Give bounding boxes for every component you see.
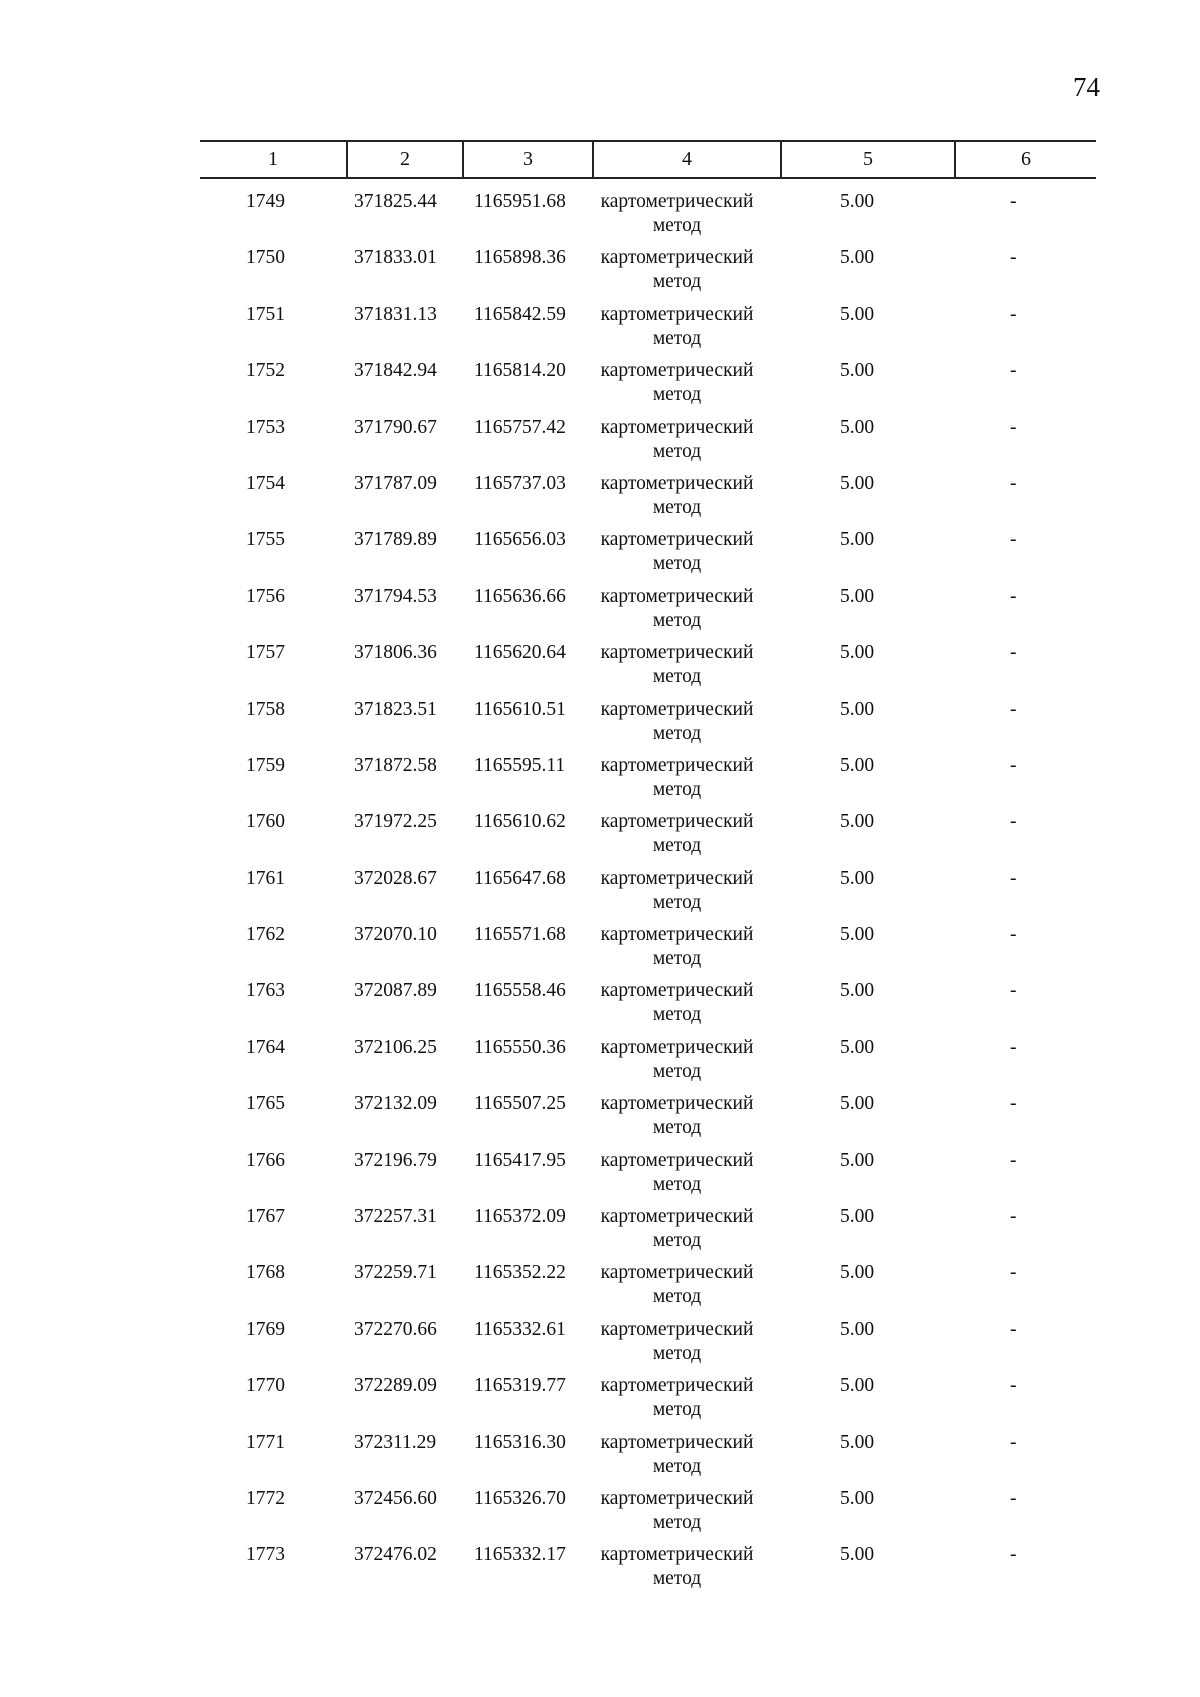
- point-number: 1750: [246, 247, 285, 269]
- note-cell: -: [1010, 924, 1017, 946]
- coordinate-x: 371825.44: [354, 191, 437, 212]
- method-cell: картометрический метод: [600, 867, 754, 913]
- table-row: [200, 867, 1096, 923]
- coordinate-x: 372311.29: [354, 1431, 437, 1453]
- note-cell: -: [1010, 811, 1017, 833]
- method-cell: картометрический метод: [600, 191, 754, 236]
- coordinate-y: 1165636.66: [474, 585, 566, 607]
- point-number: 1756: [246, 585, 285, 607]
- coordinate-x: 372257.31: [354, 1206, 437, 1228]
- table-row: [200, 359, 1096, 415]
- point-number: 1772: [246, 1487, 285, 1509]
- note-cell: -: [1010, 1431, 1017, 1453]
- method-cell: картометрический метод: [600, 980, 754, 1026]
- note-cell: -: [1010, 585, 1017, 607]
- note-cell: -: [1010, 1093, 1017, 1115]
- point-number: 1769: [246, 1318, 285, 1340]
- accuracy-cell: 5.00: [840, 698, 875, 720]
- coordinate-x: 372087.89: [354, 980, 437, 1002]
- header-cell-1: 1: [268, 148, 278, 170]
- method-cell: картометрический метод: [600, 1262, 754, 1308]
- note-cell: -: [1010, 754, 1017, 776]
- note-cell: -: [1010, 1318, 1017, 1340]
- point-number: 1762: [246, 924, 285, 946]
- table-row: [200, 1318, 1096, 1374]
- table-row: [200, 416, 1096, 472]
- point-number: 1765: [246, 1093, 285, 1115]
- accuracy-cell: 5.00: [840, 1149, 875, 1171]
- accuracy-cell: 5.00: [840, 642, 875, 664]
- method-cell: картометрический метод: [600, 642, 754, 688]
- header-cell-2: 2: [346, 142, 462, 177]
- coordinate-x: 372259.71: [354, 1262, 437, 1284]
- coordinate-y: 1165372.09: [474, 1206, 566, 1228]
- note-cell: -: [1010, 1262, 1017, 1284]
- method-cell: картометрический метод: [600, 924, 754, 970]
- table-row: [200, 1092, 1096, 1148]
- coordinate-y: 1165595.11: [474, 754, 566, 776]
- note-cell: -: [1010, 1487, 1017, 1509]
- note-cell: -: [1010, 642, 1017, 664]
- coordinate-x: 372132.09: [354, 1093, 437, 1115]
- note-cell: -: [1010, 867, 1017, 889]
- header-cell-3: 3: [462, 142, 592, 177]
- accuracy-cell: 5.00: [840, 811, 875, 833]
- method-cell: картометрический метод: [600, 529, 754, 575]
- point-number: 1760: [246, 811, 285, 833]
- method-cell: картометрический метод: [600, 1487, 754, 1533]
- point-number: 1768: [246, 1262, 285, 1284]
- note-cell: -: [1010, 472, 1017, 494]
- table-row: [200, 698, 1096, 754]
- table-row: [200, 754, 1096, 810]
- page-number: 74: [1073, 72, 1100, 102]
- method-cell: картометрический метод: [600, 1093, 754, 1139]
- point-number: 1763: [246, 980, 285, 1002]
- coordinate-x: 371794.53: [354, 585, 437, 607]
- coordinate-x: 372456.60: [354, 1487, 437, 1509]
- table-row: [200, 1431, 1096, 1487]
- coordinate-x: 371789.89: [354, 529, 437, 551]
- coordinate-y: 1165316.30: [474, 1431, 566, 1453]
- header-cell-4: 4: [592, 142, 780, 177]
- coordinate-x: 371823.51: [354, 698, 437, 720]
- accuracy-cell: 5.00: [840, 1036, 875, 1058]
- accuracy-cell: 5.00: [840, 1431, 875, 1453]
- table-body: [200, 190, 1096, 1600]
- table-row: [200, 528, 1096, 584]
- accuracy-cell: 5.00: [840, 416, 875, 438]
- note-cell: -: [1010, 1036, 1017, 1058]
- table-row: [200, 1487, 1096, 1543]
- accuracy-cell: 5.00: [840, 1487, 875, 1509]
- note-cell: -: [1010, 698, 1017, 720]
- accuracy-cell: 5.00: [840, 585, 875, 607]
- coordinate-x: 371787.09: [354, 472, 437, 494]
- note-cell: -: [1010, 1375, 1017, 1397]
- coordinate-y: 1165842.59: [474, 303, 566, 325]
- table-row: [200, 1261, 1096, 1317]
- coordinate-y: 1165656.03: [474, 529, 566, 551]
- accuracy-cell: 5.00: [840, 303, 875, 325]
- accuracy-cell: 5.00: [840, 867, 875, 889]
- accuracy-cell: 5.00: [840, 529, 875, 551]
- coordinate-y: 1165332.61: [474, 1318, 566, 1340]
- coordinate-x: 371833.01: [354, 247, 437, 269]
- method-cell: картометрический метод: [600, 1318, 754, 1364]
- accuracy-cell: 5.00: [840, 472, 875, 494]
- method-cell: картометрический метод: [600, 698, 754, 744]
- note-cell: -: [1010, 247, 1017, 269]
- accuracy-cell: 5.00: [840, 754, 875, 776]
- coordinate-x: 372289.09: [354, 1375, 437, 1397]
- coordinate-y: 1165647.68: [474, 867, 566, 889]
- coordinate-x: 372028.67: [354, 867, 437, 889]
- coordinate-y: 1165898.36: [474, 247, 566, 269]
- coordinate-y: 1165352.22: [474, 1262, 566, 1284]
- table-row: [200, 979, 1096, 1035]
- table-row: [200, 585, 1096, 641]
- point-number: 1759: [246, 754, 285, 776]
- accuracy-cell: 5.00: [840, 360, 875, 382]
- accuracy-cell: 5.00: [840, 191, 875, 212]
- point-number: 1754: [246, 472, 285, 494]
- coordinate-x: 372196.79: [354, 1149, 437, 1171]
- method-cell: картометрический метод: [600, 1149, 754, 1195]
- coordinate-x: 371806.36: [354, 642, 437, 664]
- coordinate-x: 371790.67: [354, 416, 437, 438]
- coordinate-x: 371831.13: [354, 303, 437, 325]
- coordinate-x: 371972.25: [354, 811, 437, 833]
- note-cell: -: [1010, 1149, 1017, 1171]
- coordinate-x: 371842.94: [354, 360, 437, 382]
- accuracy-cell: 5.00: [840, 1375, 875, 1397]
- coordinate-y: 1165757.42: [474, 416, 566, 438]
- method-cell: картометрический метод: [600, 472, 754, 518]
- method-cell: картометрический метод: [600, 1375, 754, 1421]
- coordinate-y: 1165951.68: [474, 191, 566, 212]
- coordinate-y: 1165610.62: [474, 811, 566, 833]
- note-cell: -: [1010, 416, 1017, 438]
- accuracy-cell: 5.00: [840, 247, 875, 269]
- header-cell-5: 5: [780, 142, 954, 177]
- coordinate-y: 1165814.20: [474, 360, 566, 382]
- method-cell: картометрический метод: [600, 303, 754, 349]
- coordinate-x: 371872.58: [354, 754, 437, 776]
- point-number: 1755: [246, 529, 285, 551]
- table-row: [200, 303, 1096, 359]
- note-cell: -: [1010, 1206, 1017, 1228]
- note-cell: -: [1010, 529, 1017, 551]
- accuracy-cell: 5.00: [840, 1206, 875, 1228]
- coordinate-x: 372476.02: [354, 1544, 437, 1566]
- method-cell: картометрический метод: [600, 360, 754, 406]
- coordinate-y: 1165737.03: [474, 472, 566, 494]
- accuracy-cell: 5.00: [840, 1093, 875, 1115]
- table-row: [200, 1374, 1096, 1430]
- table-header: [200, 140, 1096, 179]
- point-number: 1752: [246, 360, 285, 382]
- coordinate-y: 1165319.77: [474, 1375, 566, 1397]
- point-number: 1761: [246, 867, 285, 889]
- accuracy-cell: 5.00: [840, 924, 875, 946]
- coordinate-y: 1165610.51: [474, 698, 566, 720]
- method-cell: картометрический метод: [600, 1206, 754, 1252]
- method-cell: картометрический метод: [600, 416, 754, 462]
- table-row: [200, 1149, 1096, 1205]
- point-number: 1770: [246, 1375, 285, 1397]
- coordinate-x: 372070.10: [354, 924, 437, 946]
- header-cell-6: 6: [954, 142, 1096, 177]
- coordinate-y: 1165417.95: [474, 1149, 566, 1171]
- point-number: 1767: [246, 1206, 285, 1228]
- table-row: [200, 1205, 1096, 1261]
- coordinate-y: 1165620.64: [474, 642, 566, 664]
- method-cell: картометрический метод: [600, 247, 754, 293]
- accuracy-cell: 5.00: [840, 1544, 875, 1566]
- table-row: [200, 1036, 1096, 1092]
- note-cell: -: [1010, 980, 1017, 1002]
- coordinate-y: 1165326.70: [474, 1487, 566, 1509]
- accuracy-cell: 5.00: [840, 980, 875, 1002]
- coordinate-y: 1165550.36: [474, 1036, 566, 1058]
- table-row: [200, 1543, 1096, 1599]
- coordinate-y: 1165558.46: [474, 980, 566, 1002]
- coordinate-y: 1165507.25: [474, 1093, 566, 1115]
- coordinate-x: 372270.66: [354, 1318, 437, 1340]
- point-number: 1773: [246, 1544, 285, 1566]
- point-number: 1771: [246, 1431, 285, 1453]
- table-row: [200, 923, 1096, 979]
- method-cell: картометрический метод: [600, 585, 754, 631]
- table-row: [200, 190, 1096, 246]
- method-cell: картометрический метод: [600, 1036, 754, 1082]
- coordinate-y: 1165332.17: [474, 1544, 566, 1566]
- point-number: 1751: [246, 303, 285, 325]
- coordinate-y: 1165571.68: [474, 924, 566, 946]
- table-row: [200, 246, 1096, 302]
- method-cell: картометрический метод: [600, 1544, 754, 1590]
- note-cell: -: [1010, 1544, 1017, 1566]
- table-row: [200, 472, 1096, 528]
- point-number: 1753: [246, 416, 285, 438]
- note-cell: -: [1010, 191, 1017, 212]
- method-cell: картометрический метод: [600, 811, 754, 857]
- method-cell: картометрический метод: [600, 1431, 754, 1477]
- table-row: [200, 641, 1096, 697]
- accuracy-cell: 5.00: [840, 1318, 875, 1340]
- table-row: [200, 810, 1096, 866]
- note-cell: -: [1010, 303, 1017, 325]
- point-number: 1758: [246, 698, 285, 720]
- point-number: 1764: [246, 1036, 285, 1058]
- coordinate-x: 372106.25: [354, 1036, 437, 1058]
- point-number: 1766: [246, 1149, 285, 1171]
- point-number: 1749: [246, 191, 285, 212]
- method-cell: картометрический метод: [600, 754, 754, 800]
- note-cell: -: [1010, 360, 1017, 382]
- point-number: 1757: [246, 642, 285, 664]
- accuracy-cell: 5.00: [840, 1262, 875, 1284]
